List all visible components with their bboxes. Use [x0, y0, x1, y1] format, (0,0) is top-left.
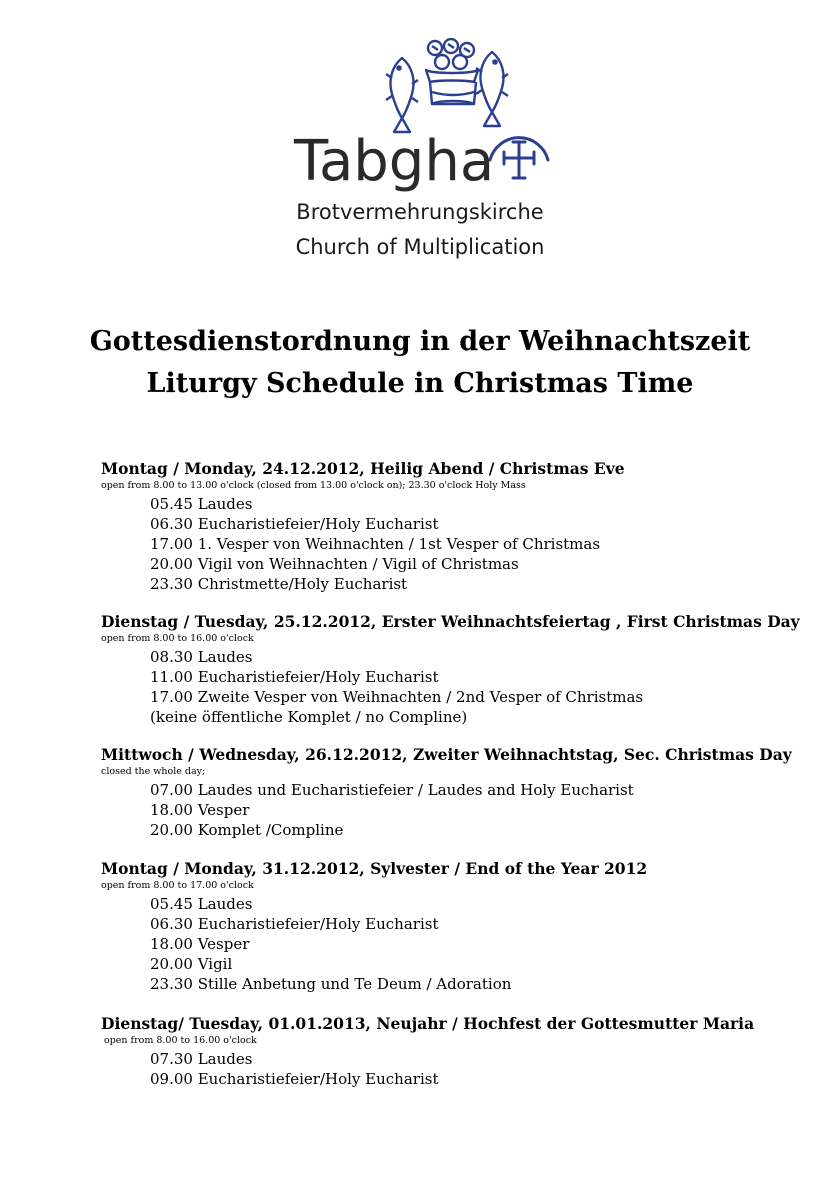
opening-hours-note: open from 8.00 to 16.00 o'clock	[104, 1035, 257, 1046]
service-item: 09.00 Eucharistiefeier/Holy Eucharist	[150, 1070, 439, 1088]
church-name-english: Church of Multiplication	[295, 235, 545, 259]
service-list	[101, 647, 821, 727]
opening-hours-note: open from 8.00 to 17.00 o'clock	[101, 880, 254, 891]
service-item: (keine öffentliche Komplet / no Compline)	[150, 708, 468, 726]
service-item: 17.00 1. Vesper von Weihnachten / 1st Vesper of Christmas	[150, 535, 601, 553]
service-list	[101, 780, 821, 840]
church-name-german: Brotvermehrungskirche	[296, 200, 544, 224]
schedule-section-christmas-eve	[101, 459, 821, 594]
opening-hours-note: closed the whole day;	[101, 766, 206, 777]
service-item: 18.00 Vesper	[150, 935, 250, 953]
schedule-section-end-of-year	[101, 859, 821, 994]
service-item: 20.00 Komplet /Compline	[150, 821, 344, 839]
cross-circle-icon	[490, 138, 548, 178]
section-heading: Dienstag/ Tuesday, 01.01.2013, Neujahr / Hochfest der Gottesmutter Maria	[101, 1014, 755, 1033]
bread-basket-icon	[426, 39, 478, 104]
schedule-section-new-year	[101, 1014, 821, 1089]
service-list	[101, 894, 821, 994]
section-heading: Montag / Monday, 31.12.2012, Sylvester / End of the Year 2012	[101, 859, 648, 878]
service-item: 06.30 Eucharistiefeier/Holy Eucharist	[150, 515, 439, 533]
service-item: 20.00 Vigil von Weihnachten / Vigil of Christmas	[150, 555, 519, 573]
page-title-english: Liturgy Schedule in Christmas Time	[146, 368, 694, 399]
service-item: 23.30 Stille Anbetung und Te Deum / Adoration	[150, 975, 512, 993]
service-list	[101, 494, 821, 594]
service-list	[101, 1049, 821, 1089]
service-item: 06.30 Eucharistiefeier/Holy Eucharist	[150, 915, 439, 933]
opening-hours-note: open from 8.00 to 13.00 o'clock (closed from 13.00 o'clock on); 23.30 o'clock Holy Mass	[101, 480, 526, 491]
service-item: 20.00 Vigil	[150, 955, 233, 973]
service-item: 05.45 Laudes	[150, 495, 253, 513]
fish-icon	[476, 52, 508, 126]
service-item: 08.30 Laudes	[150, 648, 253, 666]
service-item: 17.00 Zweite Vesper von Weihnachten / 2nd Vesper of Christmas	[150, 688, 644, 706]
service-item: 18.00 Vesper	[150, 801, 250, 819]
service-item: 07.30 Laudes	[150, 1050, 253, 1068]
page-title-german: Gottesdienstordnung in der Weihnachtszeit	[89, 326, 751, 357]
section-heading: Dienstag / Tuesday, 25.12.2012, Erster Weihnachtsfeiertag , First Christmas Day	[101, 612, 800, 631]
section-heading: Montag / Monday, 24.12.2012, Heilig Abend / Christmas Eve	[101, 459, 625, 478]
service-item: 07.00 Laudes und Eucharistiefeier / Laudes and Holy Eucharist	[150, 781, 634, 799]
service-item: 05.45 Laudes	[150, 895, 253, 913]
opening-hours-note: open from 8.00 to 16.00 o'clock	[101, 633, 254, 644]
tabgha-logo	[280, 38, 570, 198]
section-heading: Mittwoch / Wednesday, 26.12.2012, Zweiter Weihnachtstag, Sec. Christmas Day	[101, 745, 792, 764]
schedule-section-first-christmas-day	[101, 612, 821, 727]
service-item: 11.00 Eucharistiefeier/Holy Eucharist	[150, 668, 439, 686]
fish-icon	[386, 58, 418, 132]
schedule-section-second-christmas-day	[101, 745, 821, 840]
logo-wordmark: Tabgha	[294, 129, 495, 194]
service-item: 23.30 Christmette/Holy Eucharist	[150, 575, 408, 593]
